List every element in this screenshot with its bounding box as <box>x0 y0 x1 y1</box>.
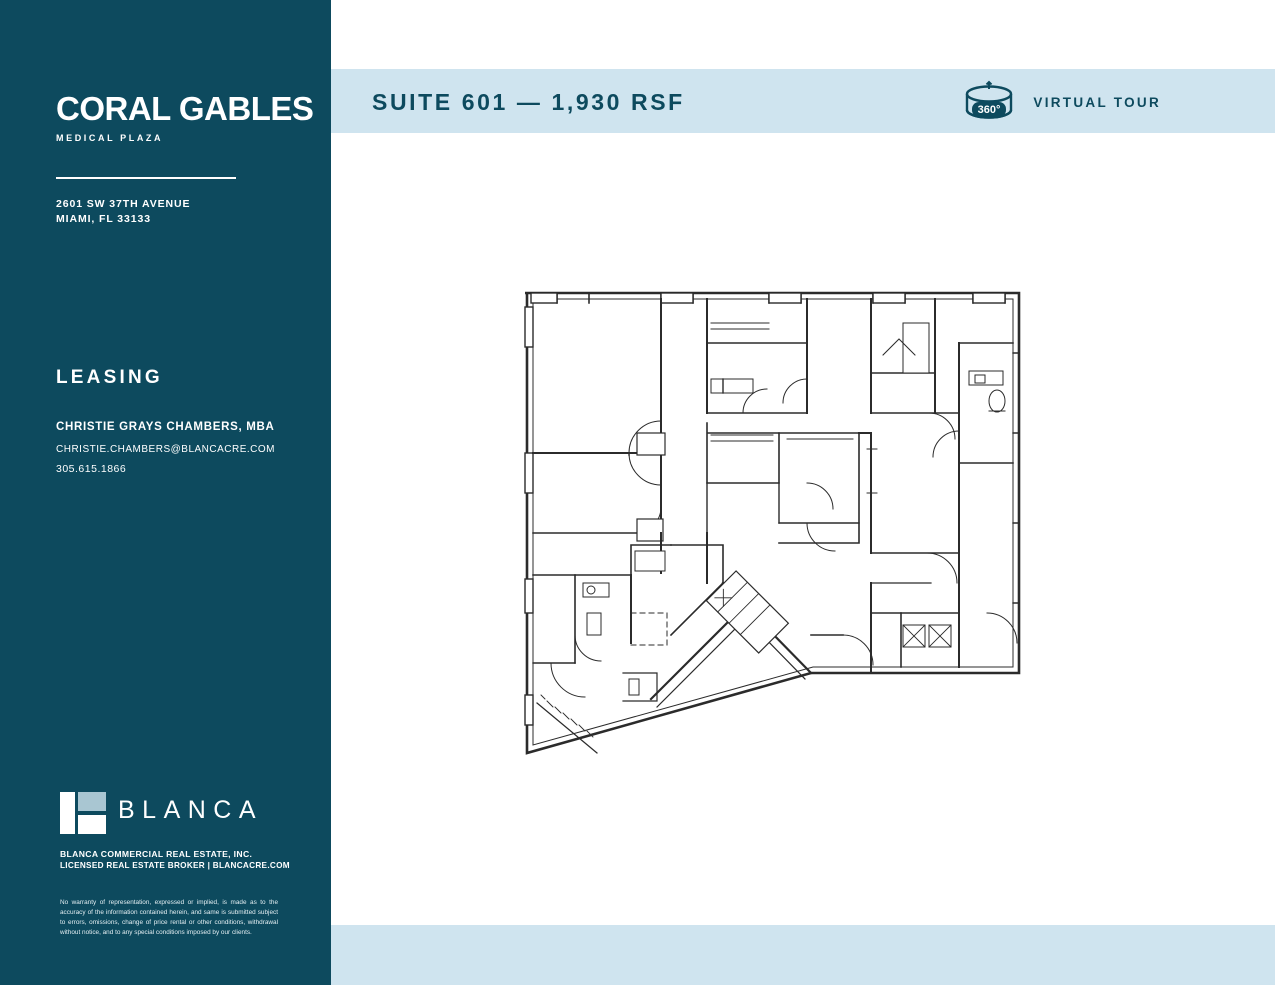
brand-subtitle: MEDICAL PLAZA <box>56 133 164 143</box>
header-bar <box>331 69 1275 133</box>
virtual-tour-button[interactable] <box>959 80 1161 124</box>
leasing-agent-name: CHRISTIE GRAYS CHAMBERS, MBA <box>56 421 275 433</box>
virtual-tour-360-icon <box>959 80 1019 124</box>
blanca-company-line: BLANCA COMMERCIAL REAL ESTATE, INC. <box>60 849 253 859</box>
svg-text:360°: 360° <box>978 104 1001 116</box>
blanca-wordmark: BLANCA <box>118 796 264 824</box>
blanca-logo-mark-icon <box>60 792 106 834</box>
leasing-agent-email[interactable]: CHRISTIE.CHAMBERS@BLANCACRE.COM <box>56 444 276 455</box>
brand-title: CORAL GABLES <box>56 90 314 127</box>
brand-divider <box>56 177 236 179</box>
address-line-1: 2601 SW 37TH AVENUE <box>56 198 191 210</box>
page-title: SUITE 601 — 1,930 RSF <box>372 89 685 115</box>
blanca-logo <box>60 792 285 834</box>
brand-block <box>56 90 314 143</box>
legal-disclaimer: No warranty of representation, expressed or implied, is made as to the accuracy of the information contained herein, and same is submitted subject to errors, omissions, change of price rental or other conditions, withdrawal without notice, and to any special conditions imposed by our clients. <box>60 899 278 936</box>
leasing-agent-phone[interactable]: 305.615.1866 <box>56 463 127 475</box>
property-address <box>56 197 190 227</box>
suite-601-floor-plan <box>511 283 1071 783</box>
blanca-broker-line: LICENSED REAL ESTATE BROKER | BLANCACRE.COM <box>60 861 290 870</box>
leasing-heading: LEASING <box>56 367 163 388</box>
address-line-2: MIAMI, FL 33133 <box>56 213 151 226</box>
floor-plan-area <box>331 133 1275 925</box>
sidebar <box>0 0 331 985</box>
virtual-tour-label: VIRTUAL TOUR <box>1033 94 1161 110</box>
footer-bar <box>331 925 1275 985</box>
